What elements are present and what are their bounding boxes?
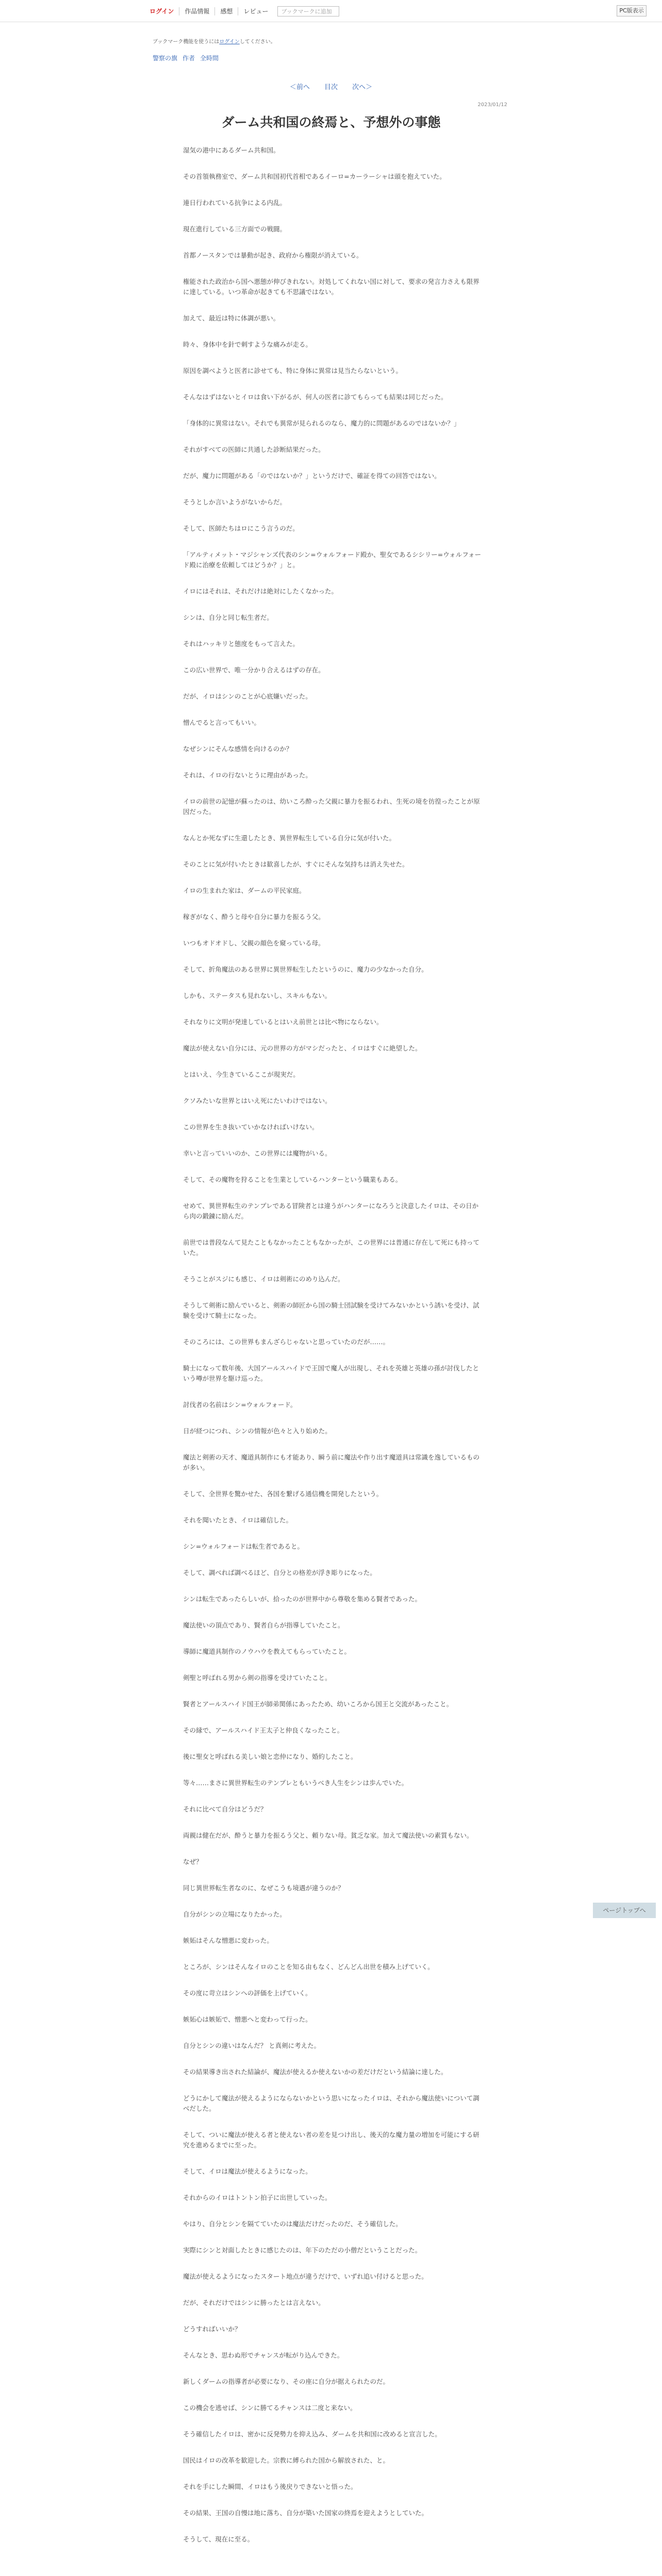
body-paragraph: だが、それだけではシンに勝ったとは言えない。 <box>183 2299 325 2307</box>
body-paragraph: 魔法が使えるようになったスタート地点が違うだけで、いずれ追い付けると思った。 <box>183 2273 428 2280</box>
body-paragraph: 日が経つにつれ、シンの情報が色々と入り始めた。 <box>183 1427 332 1435</box>
login-link[interactable]: ログイン <box>150 7 179 15</box>
body-paragraph: 実際にシンと対面したときに感じたのは、年下のただの小僧だということだった。 <box>183 2246 422 2254</box>
notice-prefix: ブックマーク機能を使うには <box>153 39 220 45</box>
chapter-body <box>183 145 485 2561</box>
body-paragraph: 討伐者の名前はシン=ウォルフォード。 <box>183 1401 297 1409</box>
body-paragraph: クソみたいな世界とはいえ死にたいわけではない。 <box>183 1097 332 1105</box>
chapter-title: ダーム共和国の終焉と、予想外の事態 <box>221 115 441 130</box>
body-paragraph: 自分とシンの違いはなんだ？ と真剣に考えた。 <box>183 2042 321 2049</box>
body-paragraph: 新しくダームの指導者が必要になり、その座に自分が据えられたのだ。 <box>183 2378 390 2385</box>
pc-view-button[interactable]: PC版表示 <box>617 5 647 16</box>
body-paragraph: しかも、ステータスも見れないし、スキルもない。 <box>183 992 332 999</box>
body-paragraph: なぜシンにそんな感情を向けるのか？ <box>183 745 293 753</box>
top-nav <box>150 6 339 16</box>
body-paragraph: それを聞いたとき、イロは確信した。 <box>183 1516 293 1524</box>
body-paragraph: やはり、自分とシンを隔てていたのは魔法だけだったのだ、そう確信した。 <box>183 2220 402 2228</box>
body-paragraph: 原因を調べようと医者に診せても、特に身体に異常は見当たらないという。 <box>183 367 403 375</box>
body-paragraph: 魔法と剣術の天才、魔道具制作にも才能あり、瞬う前に魔法や作り出す魔道具は常識を逸しているものが多い。 <box>183 1453 480 1471</box>
body-paragraph: 導師に魔道具制作のノウハウを教えてもらっていたこと。 <box>183 1648 351 1655</box>
body-paragraph: 騎士になって数年後、大国アールスハイドで王国で魔人が出現し、それを英雄と英雄の孫が討伐したという噂が世界を駆け巡った。 <box>183 1364 479 1382</box>
body-paragraph: 首都ノースタンでは暴動が起き、政府から権限が消えている。 <box>183 251 363 259</box>
chapter-pager <box>0 81 662 91</box>
body-paragraph: ところが、シンはそんなイロのことを知る由もなく、どんどん出世を積み上げていく。 <box>183 1963 434 1971</box>
body-paragraph: 現在進行している三方面での戦闘。 <box>183 225 287 233</box>
body-paragraph: それからのイロはトントン拍子に出世していった。 <box>183 2194 332 2201</box>
body-paragraph: 加えて、最近は特に体調が悪い。 <box>183 314 280 322</box>
body-paragraph: 権能された政治から国へ悪態が伸びきれない。対処してくれない国に対して、要求の発言力さえも限界に達している。いつ革命が起きても不思議ではない。 <box>183 278 479 296</box>
body-paragraph: そして、ついに魔法が使える者と使えない者の差を見つけ出し、後天的な魔力量の増加を可能にする研究を進めるまでに至った。 <box>183 2131 479 2149</box>
body-paragraph: 魔法が使えない自分には、元の世界の方がマシだったと、イロはすぐに絶望した。 <box>183 1044 422 1052</box>
body-paragraph: 「アルティメット・マジシャンズ代表のシン=ウォルフォード殿か、聖女であるシシリー=ウォルフォード殿に治療を依頼してはどうか？」と。 <box>183 551 482 569</box>
body-paragraph: だが、魔力に問題がある「のではないか？」というだけで、確証を得ての回答ではない。 <box>183 472 441 480</box>
breadcrumb <box>153 54 219 62</box>
body-paragraph: そうとしか言いようがないからだ。 <box>183 498 287 506</box>
next-chapter-link[interactable]: 次へ＞ <box>352 83 373 91</box>
body-paragraph: シンは、自分と同じ転生者だ。 <box>183 614 273 621</box>
body-paragraph: 前世では普段なんて見たこともなかったこともなかったが、この世界には普通に存在して死にも持っていた。 <box>183 1239 480 1257</box>
body-paragraph: 両親は健在だが、酔うと暴力を振るう父と、頼りない母。貧乏な家。加えて魔法使いの素質もない。 <box>183 1832 473 1839</box>
body-paragraph: 自分がシンの立場になりたかった。 <box>183 1910 286 1918</box>
body-paragraph: それに比べて自分はどうだ？ <box>183 1805 267 1813</box>
breadcrumb-item-series[interactable]: 警察の旗 <box>153 55 178 62</box>
body-paragraph: 同じ異世界転生者なのに、なぜこうも境遇が違うのか？ <box>183 1884 344 1892</box>
body-paragraph: この世界を生き抜いていかなければいけない。 <box>183 1123 319 1131</box>
body-paragraph: そうして、現在に至る。 <box>183 2535 254 2543</box>
body-paragraph: 時々、身体中を針で刺すような痛みが走る。 <box>183 341 312 348</box>
breadcrumb-item-all[interactable]: 全時間 <box>200 55 219 62</box>
body-paragraph: シン=ウォルフォードは転生者であると。 <box>183 1543 304 1550</box>
notice-login-link[interactable]: ログイン <box>219 39 240 45</box>
nav-item-info[interactable]: 作品情報 <box>179 7 215 15</box>
body-paragraph: それがすべての医師に共通した診断結果だった。 <box>183 446 325 453</box>
body-paragraph: それなりに文明が発達しているとはいえ前世とは比べ物にならない。 <box>183 1018 383 1026</box>
body-paragraph: せめて、異世界転生のテンプレである冒険者とは違うがハンターになろうと決意したイロは、その日から肉の鍛錬に励んだ。 <box>183 1202 479 1220</box>
body-paragraph: 剣聖と呼ばれる男から剣の指導を受けていたこと。 <box>183 1674 332 1682</box>
body-paragraph: どうにかして魔法が使えるようにならないかという思いになったイロは、それから魔法使いについて調べだした。 <box>183 2094 479 2112</box>
body-paragraph: そんなとき、思わぬ形でチャンスが転がり込んできた。 <box>183 2351 344 2359</box>
body-paragraph: そのころには、この世界もまんざらじゃないと思っていたのだが……。 <box>183 1338 390 1346</box>
page-top-button[interactable]: ページトップへ <box>593 1903 656 1918</box>
body-paragraph: 嫉妬はそんな憎悪に変わった。 <box>183 1937 273 1944</box>
body-paragraph: そんなはずはないとイロは食い下がるが、何人の医者に診てもらっても結果は同じだった。 <box>183 393 448 401</box>
body-paragraph: 連日行われている抗争による内乱。 <box>183 199 287 207</box>
body-paragraph: この広い世界で、唯一分かり合えるはずの存在。 <box>183 666 325 674</box>
body-paragraph: とはいえ、今生きているここが現実だ。 <box>183 1071 300 1078</box>
body-paragraph: その結果、王国の自慢は地に落ち、自分が築いた国家の終焉を迎えようとしていた。 <box>183 2509 428 2517</box>
body-paragraph: この機会を逃せば、シンに勝てるチャンスは二度と来ない。 <box>183 2404 357 2412</box>
body-paragraph: その度に苛立はシンへの評価を上げていく。 <box>183 1989 312 1997</box>
body-paragraph: 魔法使いの頂点であり、賢者自らが指導していたこと。 <box>183 1621 344 1629</box>
body-paragraph: なんとか死なずに生還したとき、異世界転生している自分に気が付いた。 <box>183 834 396 842</box>
body-paragraph: そして、イロは魔法が使えるようになった。 <box>183 2167 312 2175</box>
toc-link[interactable]: 目次 <box>324 83 338 91</box>
prev-chapter-link[interactable]: ＜前へ <box>289 83 310 91</box>
body-paragraph: そして、全世界を驚かせた、各国を繋げる通信機を開発したという。 <box>183 1490 383 1498</box>
body-paragraph: そう確信したイロは、密かに反発勢力を抑え込み、ダームを共和国に改めると宣言した。 <box>183 2430 441 2438</box>
header-bar <box>0 0 662 22</box>
body-paragraph: その結果導き出された結論が、魔法が使えるか使えないかの差だけだという結論に達した。 <box>183 2068 448 2076</box>
body-paragraph: その縁で、アールスハイド王太子と仲良くなったこと。 <box>183 1726 344 1734</box>
body-paragraph: そして、その魔物を狩ることを生業としているハンターという職業もある。 <box>183 1176 402 1183</box>
nav-item-review[interactable]: レビュー <box>243 8 269 15</box>
body-paragraph: そうことがスジにも感じ、イロは剣術にのめり込んだ。 <box>183 1275 344 1283</box>
body-paragraph: 幸いと言っていいのか、この世界には魔物がいる。 <box>183 1149 332 1157</box>
publish-date: 2023/01/12 <box>477 102 507 108</box>
login-notice <box>153 37 276 45</box>
notice-suffix: してください。 <box>239 39 276 45</box>
body-paragraph: イロの前世の記憶が蘇ったのは、幼いころ酔った父親に暴力を振るわれ、生死の境を彷徨ったことが原因だった。 <box>183 798 480 816</box>
body-paragraph: その首領執務室で、ダーム共和国初代首相であるイーロ=カーラーシャは頭を抱えていた。 <box>183 173 446 180</box>
body-paragraph: 賢者とアールスハイド国王が師弟関係にあったため、幼いころから国王と交流があったこと。 <box>183 1700 453 1708</box>
body-paragraph: いつもオドオドし、父親の顔色を窺っている母。 <box>183 939 325 947</box>
bookmark-box[interactable]: ブックマークに追加 <box>277 6 339 16</box>
body-paragraph: 嫉妬心は嫉妬で、憎悪へと変わって行った。 <box>183 2015 312 2023</box>
body-paragraph: イロにはそれは、それだけは絶対にしたくなかった。 <box>183 587 338 595</box>
body-paragraph: 国民はイロの改革を歓迎した。宗教に縛られた国から解放された、と。 <box>183 2456 390 2464</box>
body-paragraph: そして、折角魔法のある世界に異世界転生したというのに、魔力の少なかった自分。 <box>183 965 428 973</box>
body-paragraph: そして、医師たちはロにこう言うのだ。 <box>183 524 299 532</box>
body-paragraph: 稼ぎがなく、酔うと母や自分に暴力を振るう父。 <box>183 913 325 921</box>
body-paragraph: それはハッキリと態度をもって言えた。 <box>183 640 300 648</box>
body-paragraph: 憎んでると言ってもいい。 <box>183 719 261 726</box>
body-paragraph: だが、イロはシンのことが心底嫌いだった。 <box>183 692 312 700</box>
body-paragraph: 後に聖女と呼ばれる美しい娘と恋仲になり、婚約したこと。 <box>183 1753 357 1760</box>
nav-item-impressions[interactable]: 感想 <box>215 7 238 15</box>
body-paragraph: 「身体的に異常はない。それでも異常が見られるのなら、魔力的に問題があるのではないか？」 <box>183 419 460 427</box>
body-paragraph: なぜ？ <box>183 1858 203 1866</box>
body-paragraph: そのことに気が付いたときは歓喜したが、すぐにそんな気持ちは消え失せた。 <box>183 860 409 868</box>
body-paragraph: それは、イロの行ないとうに理由があった。 <box>183 771 312 779</box>
body-paragraph: 等々……まさに異世界転生のテンプレともいうべき人生をシンは歩んでいた。 <box>183 1779 408 1787</box>
body-paragraph: それを手にした瞬間、イロはもう後戻りできないと悟った。 <box>183 2483 357 2490</box>
body-paragraph: どうすればいいか？ <box>183 2325 241 2333</box>
body-paragraph: シンは転生であったらしいが、拾ったのが世界中から尊敬を集める賢者であった。 <box>183 1595 421 1603</box>
body-paragraph: 湿気の港中にあるダーム共和国。 <box>183 146 280 154</box>
body-paragraph: そうして剣術に励んでいると、剣術の師匠から国の騎士団試験を受けてみないかという誘いを受け、試験を受けて騎士になった。 <box>183 1301 479 1319</box>
body-paragraph: そして、調べれば調べるほど、自分との格差が浮き彫りになった。 <box>183 1569 376 1577</box>
body-paragraph: イロの生まれた家は、ダームの平民家庭。 <box>183 887 306 894</box>
breadcrumb-item-author[interactable]: 作者 <box>183 55 195 62</box>
